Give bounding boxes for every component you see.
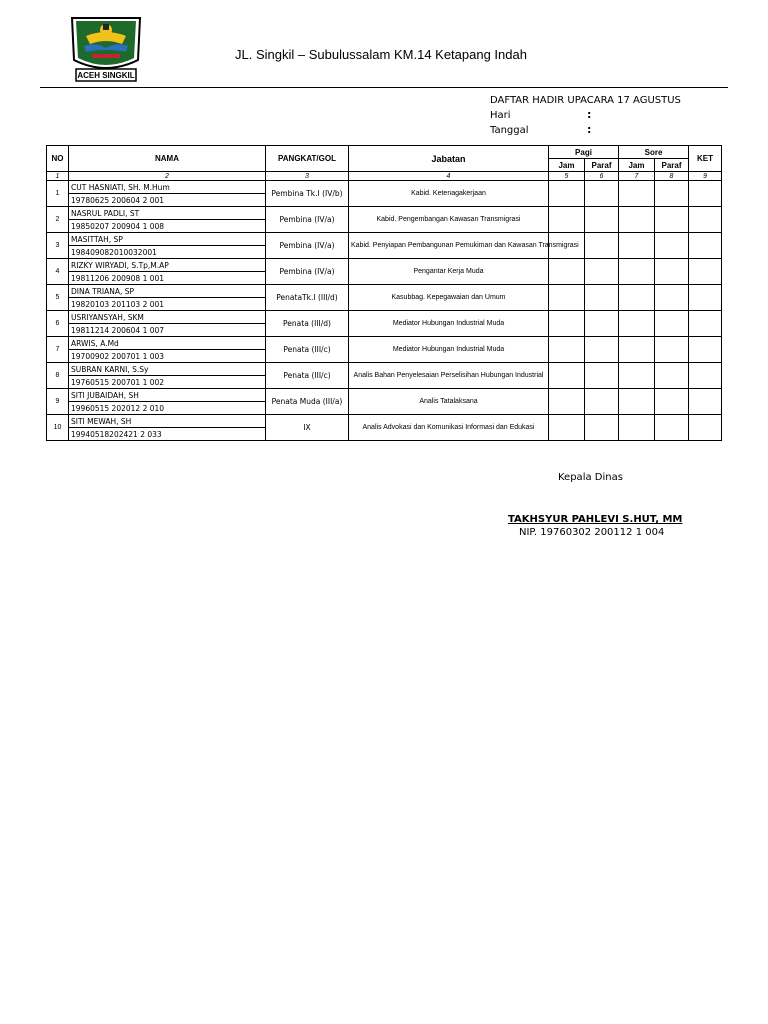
employee-nip: 19940518202421 2 033 — [69, 428, 266, 441]
cell-pagi-paraf — [585, 233, 619, 259]
employee-nip: 19811214 200604 1 007 — [69, 324, 266, 337]
col-number: 9 — [689, 172, 722, 181]
employee-position: Mediator Hubungan Industrial Muda — [349, 311, 549, 337]
cell-sore-jam — [619, 285, 655, 311]
table-row — [47, 415, 722, 428]
cell-sore-paraf — [655, 233, 689, 259]
cell-ket — [689, 285, 722, 311]
header-no: NO — [47, 146, 69, 172]
cell-pagi-paraf — [585, 363, 619, 389]
cell-sore-paraf — [655, 363, 689, 389]
employee-name: NASRUL PADLI, ST — [69, 207, 266, 220]
employee-name: MASITTAH, SP — [69, 233, 266, 246]
cell-sore-jam — [619, 233, 655, 259]
employee-rank: PenataTk.I (III/d) — [266, 285, 349, 311]
cell-ket — [689, 363, 722, 389]
employee-name: ARWIS, A.Md — [69, 337, 266, 350]
header-pagi-paraf: Paraf — [585, 159, 619, 172]
cell-pagi-paraf — [585, 259, 619, 285]
employee-nip: 19811206 200908 1 001 — [69, 272, 266, 285]
cell-sore-paraf — [655, 259, 689, 285]
table-row — [47, 285, 722, 298]
row-number: 10 — [47, 415, 69, 441]
cell-sore-jam — [619, 259, 655, 285]
cell-sore-jam — [619, 337, 655, 363]
row-number: 8 — [47, 363, 69, 389]
row-number: 4 — [47, 259, 69, 285]
employee-rank: Penata (III/d) — [266, 311, 349, 337]
employee-nip: 19760515 200701 1 002 — [69, 376, 266, 389]
employee-rank: IX — [266, 415, 349, 441]
cell-sore-paraf — [655, 207, 689, 233]
table-row — [47, 337, 722, 350]
cell-sore-paraf — [655, 337, 689, 363]
employee-rank: Pembina (IV/a) — [266, 233, 349, 259]
table-row — [47, 363, 722, 376]
employee-nip: 19850207 200904 1 008 — [69, 220, 266, 233]
employee-rank: Penata Muda (III/a) — [266, 389, 349, 415]
cell-sore-jam — [619, 415, 655, 441]
cell-sore-jam — [619, 207, 655, 233]
cell-ket — [689, 389, 722, 415]
header-sore: Sore — [619, 146, 689, 159]
hari-label: Hari — [490, 110, 511, 121]
cell-pagi-paraf — [585, 337, 619, 363]
cell-sore-jam — [619, 389, 655, 415]
cell-pagi-paraf — [585, 207, 619, 233]
row-number: 9 — [47, 389, 69, 415]
table-row — [47, 389, 722, 402]
employee-name: CUT HASNIATI, SH. M.Hum — [69, 181, 266, 194]
cell-sore-jam — [619, 311, 655, 337]
header-address: JL. Singkil – Subulussalam KM.14 Ketapang Indah — [235, 47, 527, 62]
employee-position: Analis Tatalaksana — [349, 389, 549, 415]
row-number: 7 — [47, 337, 69, 363]
cell-ket — [689, 181, 722, 207]
col-number: 3 — [266, 172, 349, 181]
cell-sore-paraf — [655, 285, 689, 311]
cell-ket — [689, 415, 722, 441]
table-row — [47, 233, 722, 246]
employee-position: Kabid. Ketenagakerjaan — [349, 181, 549, 207]
cell-pagi-jam — [549, 389, 585, 415]
cell-ket — [689, 233, 722, 259]
signer-nip: NIP. 19760302 200112 1 004 — [519, 527, 665, 538]
cell-sore-paraf — [655, 311, 689, 337]
employee-nip: 198409082010032001 — [69, 246, 266, 259]
cell-pagi-jam — [549, 415, 585, 441]
employee-nip: 19700902 200701 1 003 — [69, 350, 266, 363]
employee-name: SITI MEWAH, SH — [69, 415, 266, 428]
cell-pagi-jam — [549, 363, 585, 389]
employee-position: Kabid. Penyiapan Pembangunan Pemukiman dan Kawasan Transmigrasi — [349, 233, 549, 259]
employee-name: DINA TRIANA, SP — [69, 285, 266, 298]
cell-pagi-jam — [549, 207, 585, 233]
employee-nip: 19960515 202012 2 010 — [69, 402, 266, 415]
header-pangkat: PANGKAT/GOL — [266, 146, 349, 172]
employee-position: Kasubbag. Kepegawaian dan Umum — [349, 285, 549, 311]
cell-pagi-jam — [549, 311, 585, 337]
col-number: 5 — [549, 172, 585, 181]
table-row — [47, 259, 722, 272]
logo-text: ACEH SINGKIL — [77, 71, 135, 80]
cell-pagi-paraf — [585, 285, 619, 311]
employee-name: USRIYANSYAH, SKM — [69, 311, 266, 324]
header-pagi: Pagi — [549, 146, 619, 159]
employee-position: Analis Bahan Penyelesaian Perselisihan Hubungan Industrial — [349, 363, 549, 389]
cell-ket — [689, 337, 722, 363]
employee-name: RIZKY WIRYADI, S.Tp,M.AP — [69, 259, 266, 272]
cell-sore-paraf — [655, 389, 689, 415]
cell-pagi-jam — [549, 285, 585, 311]
cell-ket — [689, 207, 722, 233]
attendance-rows — [47, 181, 722, 441]
cell-sore-paraf — [655, 415, 689, 441]
table-row — [47, 181, 722, 194]
row-number: 1 — [47, 181, 69, 207]
row-number: 3 — [47, 233, 69, 259]
employee-name: SITI JUBAIDAH, SH — [69, 389, 266, 402]
header-sore-jam: Jam — [619, 159, 655, 172]
employee-rank: Penata (III/c) — [266, 363, 349, 389]
col-number: 4 — [349, 172, 549, 181]
employee-rank: Pembina (IV/a) — [266, 207, 349, 233]
tanggal-colon: : — [587, 123, 592, 136]
cell-pagi-paraf — [585, 311, 619, 337]
cell-sore-jam — [619, 363, 655, 389]
col-number: 7 — [619, 172, 655, 181]
col-number: 1 — [47, 172, 69, 181]
col-number: 6 — [585, 172, 619, 181]
attendance-table — [46, 145, 722, 441]
employee-rank: Penata (III/c) — [266, 337, 349, 363]
employee-nip: 19820103 201103 2 001 — [69, 298, 266, 311]
employee-rank: Pembina Tk.I (IV/b) — [266, 181, 349, 207]
col-number: 8 — [655, 172, 689, 181]
aceh-singkil-logo — [66, 14, 146, 84]
col-number: 2 — [69, 172, 266, 181]
header-pagi-jam: Jam — [549, 159, 585, 172]
employee-position: Analis Advokasi dan Komunikasi Informasi dan Edukasi — [349, 415, 549, 441]
document-title: DAFTAR HADIR UPACARA 17 AGUSTUS — [490, 95, 681, 106]
employee-rank: Pembina (IV/a) — [266, 259, 349, 285]
row-number: 2 — [47, 207, 69, 233]
cell-pagi-jam — [549, 181, 585, 207]
cell-ket — [689, 311, 722, 337]
table-row — [47, 311, 722, 324]
hari-colon: : — [587, 108, 592, 121]
cell-sore-jam — [619, 181, 655, 207]
cell-sore-paraf — [655, 181, 689, 207]
cell-pagi-jam — [549, 337, 585, 363]
signer-name: TAKHSYUR PAHLEVI S.HUT, MM — [508, 514, 683, 525]
row-number: 6 — [47, 311, 69, 337]
header-sore-paraf: Paraf — [655, 159, 689, 172]
row-number: 5 — [47, 285, 69, 311]
cell-pagi-paraf — [585, 181, 619, 207]
employee-position: Pengantar Kerja Muda — [349, 259, 549, 285]
signature-position: Kepala Dinas — [558, 472, 623, 483]
employee-nip: 19780625 200604 2 001 — [69, 194, 266, 207]
header-ket: KET — [689, 146, 722, 172]
cell-pagi-jam — [549, 259, 585, 285]
header-rule — [40, 87, 728, 88]
employee-position: Kabid. Pengembangan Kawasan Transmigrasi — [349, 207, 549, 233]
cell-pagi-paraf — [585, 389, 619, 415]
header-nama: NAMA — [69, 146, 266, 172]
employee-name: SUBRAN KARNI, S.Sy — [69, 363, 266, 376]
table-row — [47, 207, 722, 220]
cell-ket — [689, 259, 722, 285]
header-jabatan: Jabatan — [349, 146, 549, 172]
tanggal-label: Tanggal — [490, 125, 529, 136]
employee-position: Mediator Hubungan Industrial Muda — [349, 337, 549, 363]
cell-pagi-paraf — [585, 415, 619, 441]
